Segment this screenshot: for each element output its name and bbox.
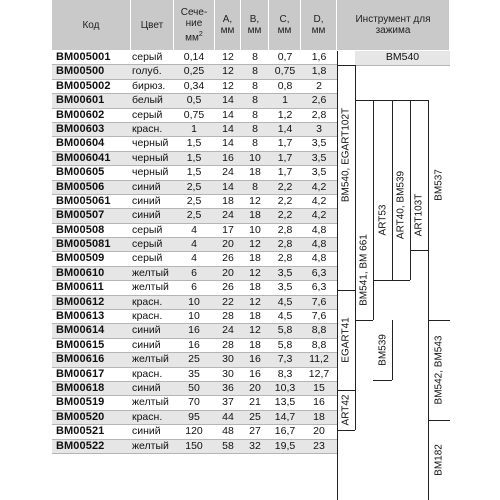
cell-code: BM00604 [56,137,105,150]
cell-code: BM00612 [56,295,105,308]
cell-b: 18 [249,338,261,351]
cell-b: 12 [249,266,261,279]
header-code-label: Код [82,19,100,31]
cell-color: серый [132,238,163,251]
cell-section: 1,5 [186,166,202,179]
cell-color: серый [132,51,163,63]
tool-bracket-line [392,100,393,280]
tool-label-bm539: BM539 [377,334,389,366]
tool-bracket-line [410,100,428,101]
cell-d: 2,6 [311,94,327,107]
table-row [52,94,337,108]
cell-b: 18 [249,281,261,294]
header-d-unit: мм [311,25,326,36]
cell-b: 18 [249,310,261,323]
table-row [52,353,337,367]
table-row [52,339,337,353]
cell-b: 8 [252,108,258,121]
cell-d: 4,2 [311,180,327,193]
cell-color: серый [132,223,163,236]
table-row [52,425,337,439]
tool-label-bm542: BM542, BM543 [433,335,445,405]
table-row [52,65,337,79]
cell-d: 4,8 [311,223,327,236]
cell-c: 4,5 [277,310,293,323]
cell-b: 18 [249,209,261,222]
tool-bracket-line [428,320,450,321]
cell-section: 1,5 [186,151,202,164]
header-c-unit: мм [277,25,292,36]
tool-top-label: BM540 [385,51,420,63]
tool-label-bm182: BM182 [433,444,445,476]
tool-top-row [355,51,450,66]
cell-code: BM00520 [56,410,105,423]
cell-section: 0,75 [183,108,205,121]
cell-section: 1 [191,122,197,135]
cell-color: черный [132,137,169,150]
cell-code: BM00616 [56,353,105,366]
cell-color: красн. [132,295,163,308]
tool-bracket-line [410,100,411,280]
cell-b: 21 [249,396,261,409]
cell-code: BM00617 [56,367,105,380]
cell-code: BM005002 [56,79,111,92]
table-row [52,296,337,310]
cell-section: 4 [191,252,197,265]
cell-b: 12 [249,295,261,308]
cell-c: 2,2 [277,194,293,207]
table-row [52,80,337,94]
header-a-unit: мм [220,25,235,36]
header-b-label: B, [249,14,260,25]
cell-c: 2,8 [277,238,293,251]
tool-label-art40: ART40, BM539 [395,170,407,240]
cell-code: BM00522 [56,439,105,452]
cell-section: 0,25 [183,65,205,78]
cell-c: 3,5 [277,281,293,294]
cell-d: 3,5 [311,166,327,179]
cell-a: 14 [222,137,234,150]
cell-code: BM00614 [56,324,105,337]
cell-a: 20 [222,238,234,251]
header-c [269,0,301,50]
cell-code: BM00610 [56,266,105,279]
header-code [52,0,131,50]
table-row [52,166,337,180]
cell-c: 8,3 [277,367,293,380]
cell-section: 10 [188,310,200,323]
cell-c: 0,75 [274,65,296,78]
cell-a: 48 [222,425,234,438]
cell-b: 10 [249,151,261,164]
header-color [131,0,174,50]
cell-color: черный [132,166,169,179]
cell-a: 22 [222,295,234,308]
cell-d: 6,3 [311,281,327,294]
cell-d: 7,6 [311,295,327,308]
tool-label-bm540: BM540, EGART102T [340,107,352,203]
table-row [52,440,337,454]
cell-section: 10 [188,295,200,308]
cell-section: 2,5 [186,180,202,193]
cell-a: 12 [222,65,234,78]
header-section-sup: 2 [198,30,203,38]
cell-color: голуб. [132,65,162,78]
cell-section: 50 [188,381,200,394]
cell-section: 2,5 [186,194,202,207]
cell-b: 12 [249,238,261,251]
cell-section: 35 [188,367,200,380]
tool-bracket-line [355,100,373,101]
cell-a: 28 [222,338,234,351]
tool-bracket-line [410,250,428,251]
cell-d: 2,8 [311,108,327,121]
cell-a: 20 [222,266,234,279]
cell-code: BM00500 [56,65,105,78]
cell-a: 36 [222,381,234,394]
header-d-label: D, [313,14,324,25]
cell-d: 11,2 [309,353,329,366]
cell-b: 8 [252,51,258,63]
table-row [52,368,337,382]
cell-c: 5,8 [277,324,293,337]
cell-section: 25 [188,353,200,366]
cell-color: синий [132,338,161,351]
tool-bracket-line [355,65,356,290]
cell-section: 120 [185,425,203,438]
table-row [52,209,337,223]
cell-b: 8 [252,180,258,193]
cell-c: 10,3 [274,381,296,394]
table-row [52,123,337,137]
cell-code: BM00605 [56,166,105,179]
cell-color: черный [132,151,169,164]
tool-label-art42: ART42 [340,394,352,426]
cell-code: BM006041 [56,151,111,164]
cell-c: 2,8 [277,223,293,236]
cell-section: 6 [191,281,197,294]
cell-color: желтый [132,439,169,452]
tool-bracket-line [392,100,410,101]
cell-d: 4,2 [311,209,327,222]
tool-bracket-line [373,380,392,381]
cell-code: BM00611 [56,281,104,294]
cell-d: 12,7 [308,367,330,380]
cell-section: 6 [191,266,197,279]
header-a-label: A, [222,14,233,25]
cell-section: 1,5 [186,137,202,150]
header-section-line2: ние [185,17,203,29]
cell-code: BM005061 [56,194,111,207]
table-row [52,281,337,295]
cell-color: синий [132,381,161,394]
cell-a: 24 [222,209,234,222]
cell-a: 58 [222,439,234,452]
cell-code: BM00521 [56,425,105,438]
cell-a: 37 [222,396,234,409]
cell-section: 16 [188,338,200,351]
cell-a: 26 [222,252,234,265]
table-row [52,195,337,209]
cell-code: BM00519 [56,396,105,409]
header-b [241,0,269,50]
table-row [52,396,337,410]
cell-color: синий [132,180,161,193]
tool-bracket-line [373,100,374,320]
tool-bracket-line [428,100,429,500]
cell-color: красн. [132,122,163,135]
tool-bracket-line [337,430,355,431]
cell-a: 14 [222,108,234,121]
tool-bracket-line [392,280,410,281]
cell-a: 16 [222,151,234,164]
cell-c: 0,7 [277,51,293,63]
tool-bracket-line [337,390,355,391]
cell-d: 4,8 [311,252,327,265]
tool-label-bm537: BM537 [433,169,445,201]
cell-color: серый [132,252,163,265]
cell-c: 2,2 [277,209,293,222]
cell-b: 12 [249,194,261,207]
cell-c: 7,3 [277,353,293,366]
cell-d: 1,6 [311,51,327,63]
cell-a: 12 [222,79,234,92]
table-row [52,310,337,324]
table-row [52,181,337,195]
header-color-label: Цвет [140,19,164,31]
cell-b: 25 [249,410,261,423]
cell-c: 1,4 [277,122,293,135]
table-row [52,137,337,151]
table-row [52,152,337,166]
cell-section: 4 [191,223,197,236]
header-section-line1: Сече- [180,6,208,18]
cell-a: 30 [222,367,234,380]
cell-code: BM00601 [56,94,105,107]
cell-d: 4,8 [311,238,327,251]
cell-section: 4 [191,238,197,251]
cell-c: 2,8 [277,252,293,265]
header-section-unit: мм [185,32,199,44]
cell-b: 12 [249,324,261,337]
cell-color: красн. [132,410,163,423]
cell-c: 1,7 [277,137,293,150]
cell-a: 44 [222,410,234,423]
header-section [174,0,215,50]
cell-c: 5,8 [277,338,293,351]
cell-a: 12 [222,51,234,63]
cell-a: 24 [222,166,234,179]
cell-d: 1,8 [311,65,327,78]
cell-code: BM00613 [56,310,105,323]
cell-a: 17 [222,223,234,236]
cell-c: 1,7 [277,151,293,164]
cell-code: BM00618 [56,381,105,394]
cell-b: 8 [252,79,258,92]
cell-code: BM00509 [56,252,105,265]
cell-color: красн. [132,367,163,380]
cell-code: BM00506 [56,180,105,193]
cell-code: BM00603 [56,122,105,135]
cell-a: 14 [222,122,234,135]
table-row [52,267,337,281]
cell-a: 14 [222,180,234,193]
cell-section: 2,5 [186,209,202,222]
cell-c: 3,5 [277,266,293,279]
header-b-unit: мм [247,25,262,36]
tool-bracket-line [355,320,373,321]
cell-b: 10 [249,223,261,236]
cell-c: 4,5 [277,295,293,308]
tool-label-art53: ART53 [377,204,389,236]
cell-b: 8 [252,94,258,107]
cell-color: бирюз. [132,79,166,92]
cell-section: 70 [188,396,200,409]
cell-b: 16 [249,367,261,380]
cell-b: 8 [252,137,258,150]
cell-color: желтый [132,396,169,409]
cell-c: 13,5 [274,396,296,409]
cell-a: 14 [222,94,234,107]
cell-code: BM00615 [56,338,105,351]
table-body [52,51,337,454]
table-row [52,324,337,338]
table-row [52,252,337,266]
header-tool-label: Инструмент для зажима [355,14,431,36]
cell-d: 3,5 [311,151,327,164]
cell-c: 1,2 [277,108,293,121]
cell-a: 26 [222,281,234,294]
cell-b: 27 [249,425,261,438]
cell-color: белый [132,94,163,107]
cell-code: BM00507 [56,209,105,222]
tool-bracket-line [355,390,356,430]
cell-b: 20 [249,381,261,394]
cell-color: синий [132,425,161,438]
tool-bracket-line [337,290,355,291]
cell-d: 7,6 [311,310,327,323]
cell-code: BM00508 [56,223,105,236]
cell-b: 16 [249,353,261,366]
tool-bracket-line [428,420,450,421]
cell-code: BM00602 [56,108,105,121]
cell-b: 8 [252,65,258,78]
cell-c: 14,7 [274,410,296,423]
cell-d: 8,8 [311,324,327,337]
cell-section: 16 [188,324,200,337]
table-row [52,382,337,396]
cell-c: 0,8 [277,79,293,92]
tool-bracket-line [337,65,355,66]
tool-bracket-line [355,290,356,390]
tool-bracket-line [373,100,392,101]
header-tool [337,0,450,50]
table-row [52,411,337,425]
tool-bracket-line [392,320,393,380]
cell-d: 2 [316,79,322,92]
tool-label-bm541: BM541, BM 661 [358,234,370,306]
table-row [52,51,337,65]
cell-d: 18 [313,410,325,423]
cell-color: синий [132,209,161,222]
cell-b: 32 [249,439,261,452]
cell-color: желтый [132,266,169,279]
tool-bracket-line [373,280,392,281]
cell-b: 18 [249,252,261,265]
cell-section: 0,5 [186,94,202,107]
cell-a: 30 [222,353,234,366]
cell-section: 0,34 [183,79,205,92]
header-c-label: C, [279,14,290,25]
tool-label-egart41: EGART41 [340,317,352,363]
cell-section: 150 [185,439,203,452]
cell-a: 24 [222,324,234,337]
cell-a: 18 [222,194,234,207]
cell-c: 2,2 [277,180,293,193]
cell-section: 95 [188,410,200,423]
cell-color: желтый [132,353,169,366]
table-row [52,224,337,238]
cell-c: 19,5 [274,439,296,452]
cell-d: 6,3 [311,266,327,279]
cell-a: 28 [222,310,234,323]
cell-color: желтый [132,281,169,294]
tool-area [337,51,450,500]
cell-c: 1 [282,94,288,107]
table-row [52,238,337,252]
cell-section: 0,14 [183,51,205,63]
cell-color: серый [132,108,163,121]
cell-color: красн. [132,310,163,323]
cell-code: BM005001 [56,51,111,63]
cell-code: BM005081 [56,238,111,251]
cell-d: 4,2 [311,194,327,207]
cell-d: 3,5 [311,137,327,150]
cell-c: 1,7 [277,166,293,179]
cell-d: 16 [313,396,325,409]
header-a [215,0,241,50]
cell-color: синий [132,324,161,337]
cell-color: синий [132,194,161,207]
cell-d: 3 [316,122,322,135]
cell-d: 20 [313,425,325,438]
cell-b: 18 [249,166,261,179]
tool-bracket-line [337,51,338,500]
cell-d: 23 [313,439,325,452]
table-row [52,109,337,123]
cell-d: 15 [313,381,325,394]
header-d [301,0,337,50]
tool-label-art103t: ART103T [413,193,425,237]
cell-b: 8 [252,122,258,135]
cell-c: 16,7 [274,425,296,438]
cell-d: 8,8 [311,338,327,351]
